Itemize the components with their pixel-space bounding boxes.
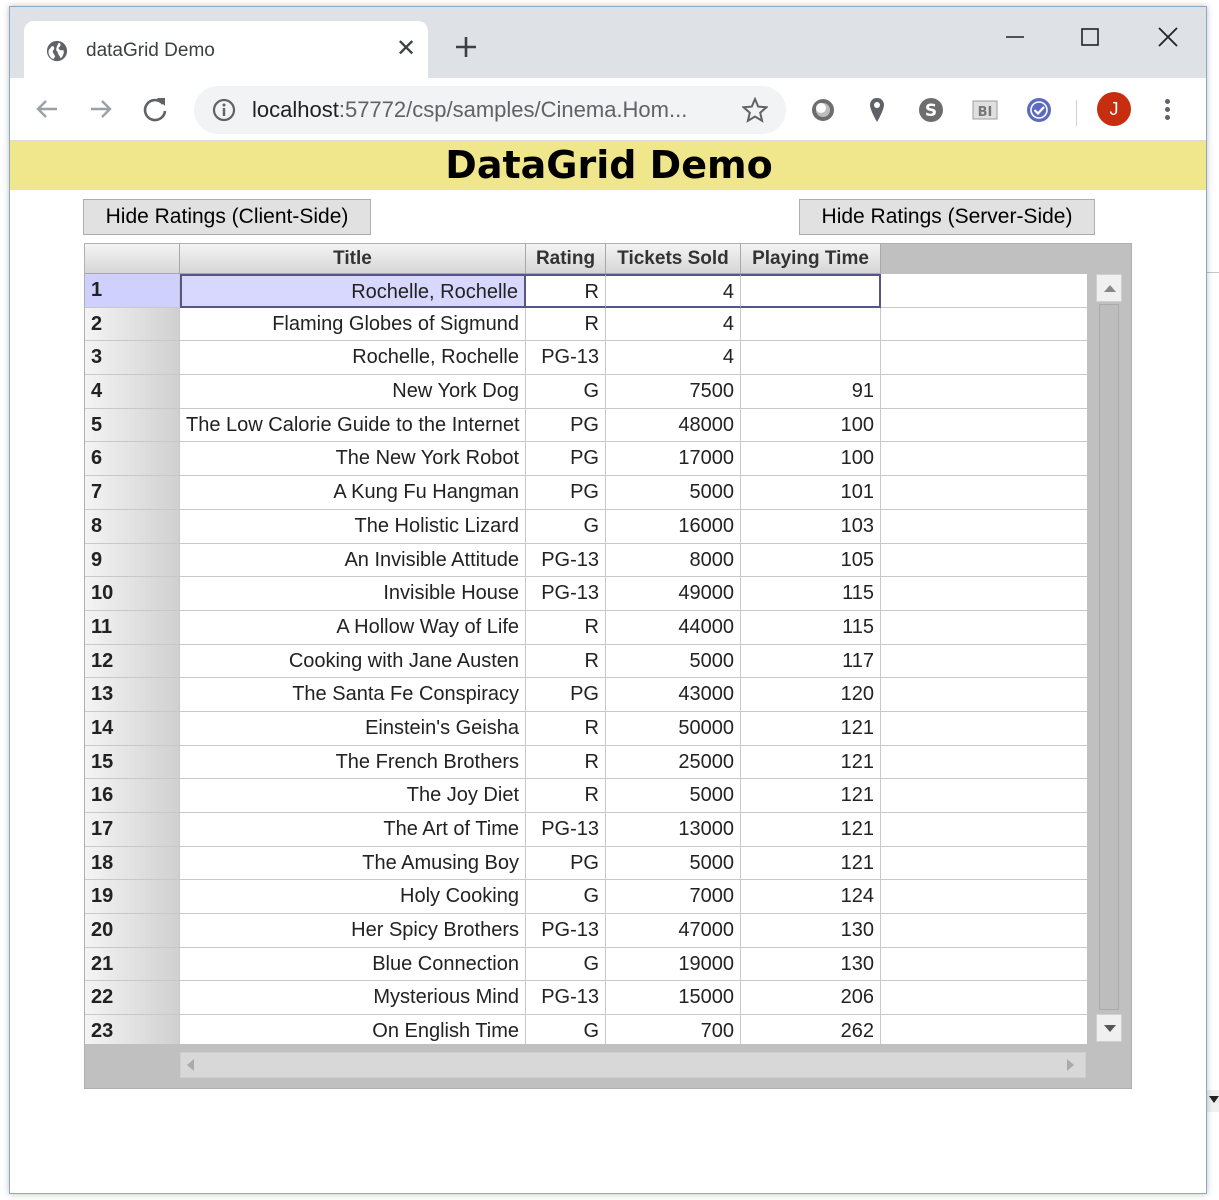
tab-close-icon[interactable]: ✕ [396,35,417,62]
title-cell[interactable]: Blue Connection [180,948,526,982]
row-number-cell[interactable]: 15 [85,746,180,780]
row-number-cell[interactable]: 21 [85,948,180,982]
rating-cell[interactable]: R [526,746,606,780]
row-number-cell[interactable]: 14 [85,712,180,746]
table-row[interactable] [85,308,1087,342]
playing-time-cell[interactable]: 100 [741,409,881,443]
title-cell[interactable]: The Amusing Boy [180,847,526,881]
grid-empty-area [881,948,1087,982]
title-cell[interactable]: Holy Cooking [180,880,526,914]
tickets-sold-cell[interactable]: 13000 [606,813,741,847]
minimize-icon[interactable] [995,19,1035,55]
tab-title: dataGrid Demo [86,40,215,61]
scroll-thumb[interactable] [1099,304,1119,1010]
table-row[interactable] [85,409,1087,443]
row-number-cell[interactable]: 3 [85,341,180,375]
title-cell[interactable]: The Holistic Lizard [180,510,526,544]
column-header-rating[interactable]: Rating [526,244,606,274]
background-divider [1206,272,1219,273]
new-tab-plus-icon[interactable] [452,33,480,61]
grid-empty-area [881,645,1087,679]
scroll-down-arrow-icon[interactable] [1096,1014,1122,1042]
playing-time-cell[interactable]: 206 [741,981,881,1015]
row-number-cell[interactable]: 20 [85,914,180,948]
grid-empty-area [881,341,1087,375]
table-row[interactable] [85,645,1087,679]
tickets-sold-cell[interactable]: 43000 [606,678,741,712]
rating-cell[interactable]: R [526,712,606,746]
table-row[interactable] [85,1015,1087,1044]
scroll-left-arrow-icon[interactable] [187,1059,194,1071]
title-cell[interactable]: A Hollow Way of Life [180,611,526,645]
playing-time-cell[interactable]: 100 [741,442,881,476]
rating-cell[interactable]: G [526,948,606,982]
data-grid [84,243,1132,1089]
reload-icon[interactable] [140,94,170,124]
playing-time-cell[interactable]: 101 [741,476,881,510]
title-cell[interactable]: Einstein's Geisha [180,712,526,746]
rating-cell[interactable]: PG [526,847,606,881]
row-number-cell[interactable]: 9 [85,544,180,578]
title-cell[interactable]: The Low Calorie Guide to the Internet [180,409,526,443]
hide-ratings-client-button[interactable]: Hide Ratings (Client-Side) [83,199,371,235]
rating-cell[interactable]: R [526,779,606,813]
table-row[interactable] [85,847,1087,881]
playing-time-cell[interactable]: 130 [741,914,881,948]
table-row[interactable] [85,746,1087,780]
row-number-cell[interactable]: 18 [85,847,180,881]
svg-text:BI: BI [977,105,993,120]
tickets-sold-cell[interactable]: 25000 [606,746,741,780]
playing-time-cell[interactable]: 115 [741,577,881,611]
table-row[interactable] [85,712,1087,746]
row-number-cell[interactable]: 2 [85,308,180,342]
rating-cell[interactable]: PG [526,442,606,476]
url-text [252,97,687,123]
grid-empty-area [881,510,1087,544]
tickets-sold-cell[interactable]: 44000 [606,611,741,645]
grid-empty-area [881,678,1087,712]
tickets-sold-cell[interactable]: 4 [606,274,741,308]
scroll-up-arrow-icon[interactable] [1096,274,1122,302]
row-number-cell[interactable]: 13 [85,678,180,712]
grid-header-row [85,244,881,274]
playing-time-cell[interactable]: 121 [741,779,881,813]
url-path: :57772/csp/samples/Cinema.Hom... [338,97,688,122]
bi-extension-icon[interactable] [970,95,1000,125]
rating-cell[interactable]: G [526,880,606,914]
title-cell[interactable]: Flaming Globes of Sigmund [180,308,526,342]
url-host: localhost [252,97,339,122]
table-row[interactable] [85,510,1087,544]
profile-avatar[interactable]: J [1097,92,1131,126]
table-row[interactable] [85,880,1087,914]
back-arrow-icon[interactable] [32,94,62,124]
title-cell[interactable]: The French Brothers [180,746,526,780]
row-number-cell[interactable]: 10 [85,577,180,611]
title-cell[interactable]: The New York Robot [180,442,526,476]
grid-empty-area [881,981,1087,1015]
scroll-right-arrow-icon[interactable] [1067,1059,1074,1071]
hide-ratings-server-button[interactable]: Hide Ratings (Server-Side) [799,199,1095,235]
title-cell[interactable]: The Joy Diet [180,779,526,813]
playing-time-cell[interactable]: 103 [741,510,881,544]
table-row[interactable] [85,914,1087,948]
tickets-sold-cell[interactable]: 5000 [606,476,741,510]
forward-arrow-icon[interactable] [86,94,116,124]
rating-cell[interactable]: R [526,611,606,645]
grid-empty-area [881,409,1087,443]
playing-time-cell[interactable]: 91 [741,375,881,409]
row-number-cell[interactable]: 5 [85,409,180,443]
browser-window [9,6,1207,1194]
address-bar[interactable] [194,86,786,134]
rating-cell[interactable]: R [526,274,606,308]
tickets-sold-cell[interactable]: 4 [606,341,741,375]
playing-time-cell[interactable]: 120 [741,678,881,712]
rating-cell[interactable]: G [526,1015,606,1044]
tickets-sold-cell[interactable]: 19000 [606,948,741,982]
tickets-sold-cell[interactable]: 5000 [606,779,741,813]
tickets-sold-cell[interactable]: 4 [606,308,741,342]
title-cell[interactable]: On English Time [180,1015,526,1044]
table-row[interactable] [85,544,1087,578]
title-cell[interactable]: The Santa Fe Conspiracy [180,678,526,712]
title-cell[interactable]: A Kung Fu Hangman [180,476,526,510]
map-pin-icon[interactable] [862,95,892,125]
circle-extension-icon[interactable] [808,95,838,125]
playing-time-cell[interactable]: 115 [741,611,881,645]
browser-tab[interactable] [24,21,428,79]
grid-empty-area [881,476,1087,510]
playing-time-cell[interactable] [741,341,881,375]
rating-cell[interactable]: PG-13 [526,813,606,847]
title-cell[interactable]: New York Dog [180,375,526,409]
background-scroll-arrow-icon [1209,1096,1219,1103]
row-number-cell[interactable]: 8 [85,510,180,544]
row-number-cell[interactable]: 16 [85,779,180,813]
rating-cell[interactable]: PG [526,409,606,443]
grid-empty-area [881,779,1087,813]
grid-empty-area [881,611,1087,645]
table-row[interactable] [85,813,1087,847]
column-header-playing-time[interactable]: Playing Time [741,244,881,274]
rating-cell[interactable]: G [526,375,606,409]
playing-time-cell[interactable] [741,308,881,342]
tickets-sold-cell[interactable]: 47000 [606,914,741,948]
grid-empty-area [881,577,1087,611]
row-number-cell[interactable]: 1 [85,274,180,308]
title-cell[interactable]: The Art of Time [180,813,526,847]
header-corner [85,244,180,274]
rating-cell[interactable]: PG-13 [526,914,606,948]
row-number-cell[interactable]: 22 [85,981,180,1015]
table-row[interactable] [85,476,1087,510]
grid-empty-area [881,375,1087,409]
tickets-sold-cell[interactable]: 8000 [606,544,741,578]
title-cell[interactable]: Rochelle, Rochelle [180,274,526,308]
toolbar-separator [1076,100,1077,126]
title-cell[interactable]: Rochelle, Rochelle [180,341,526,375]
tickets-sold-cell[interactable]: 700 [606,1015,741,1044]
row-number-cell[interactable]: 23 [85,1015,180,1044]
row-number-cell[interactable]: 19 [85,880,180,914]
row-number-cell[interactable]: 17 [85,813,180,847]
vertical-scrollbar[interactable] [1096,274,1122,1044]
title-cell[interactable]: Cooking with Jane Austen [180,645,526,679]
table-row[interactable] [85,577,1087,611]
title-cell[interactable]: Mysterious Mind [180,981,526,1015]
playing-time-cell[interactable]: 121 [741,712,881,746]
horizontal-scrollbar[interactable] [180,1052,1086,1078]
row-number-cell[interactable]: 11 [85,611,180,645]
tickets-sold-cell[interactable]: 5000 [606,645,741,679]
rating-cell[interactable]: PG-13 [526,981,606,1015]
row-number-cell[interactable]: 6 [85,442,180,476]
table-row[interactable] [85,442,1087,476]
grid-empty-area [881,544,1087,578]
grid-empty-area [881,442,1087,476]
grid-empty-area [881,847,1087,881]
table-row[interactable] [85,948,1087,982]
row-number-cell[interactable]: 12 [85,645,180,679]
tickets-sold-cell[interactable]: 17000 [606,442,741,476]
rating-cell[interactable]: PG [526,476,606,510]
grid-empty-area [881,813,1087,847]
grid-empty-area [881,274,1087,308]
table-row[interactable] [85,341,1087,375]
playing-time-cell[interactable] [741,274,881,308]
rating-cell[interactable]: PG-13 [526,341,606,375]
check-badge-icon[interactable] [1024,95,1054,125]
tickets-sold-cell[interactable]: 5000 [606,847,741,881]
rating-cell[interactable]: R [526,308,606,342]
window-close-icon[interactable] [1148,19,1188,55]
rating-cell[interactable]: PG [526,678,606,712]
page-header [10,141,1207,190]
page-title: DataGrid Demo [445,143,773,187]
column-header-title[interactable]: Title [180,244,526,274]
tickets-sold-cell[interactable]: 7000 [606,880,741,914]
maximize-icon[interactable] [1070,19,1110,55]
star-icon[interactable] [742,97,768,123]
grid-empty-area [881,880,1087,914]
tickets-sold-cell[interactable]: 49000 [606,577,741,611]
playing-time-cell[interactable]: 121 [741,813,881,847]
grid-empty-area [881,308,1087,342]
rating-cell[interactable]: PG-13 [526,577,606,611]
playing-time-cell[interactable]: 121 [741,847,881,881]
rating-cell[interactable]: PG-13 [526,544,606,578]
svg-text:S: S [924,101,938,121]
column-header-tickets-sold[interactable]: Tickets Sold [606,244,741,274]
title-cell[interactable]: An Invisible Attitude [180,544,526,578]
table-row[interactable] [85,779,1087,813]
tickets-sold-cell[interactable]: 16000 [606,510,741,544]
table-row[interactable] [85,981,1087,1015]
grid-empty-area [881,712,1087,746]
playing-time-cell[interactable]: 130 [741,948,881,982]
grid-empty-area [881,1015,1087,1044]
globe-icon [46,40,68,62]
playing-time-cell[interactable]: 105 [741,544,881,578]
table-row[interactable] [85,375,1087,409]
kebab-menu-icon[interactable] [1160,96,1174,124]
tab-strip [10,7,1207,78]
row-number-cell[interactable]: 7 [85,476,180,510]
grid-empty-area [881,914,1087,948]
info-icon[interactable] [212,98,236,122]
rating-cell[interactable]: R [526,645,606,679]
playing-time-cell[interactable]: 124 [741,880,881,914]
background-right-strip [1206,0,1219,1200]
table-row[interactable] [85,678,1087,712]
page-content [10,141,1207,1194]
playing-time-cell[interactable]: 262 [741,1015,881,1044]
title-cell[interactable]: Invisible House [180,577,526,611]
playing-time-cell[interactable]: 117 [741,645,881,679]
playing-time-cell[interactable]: 121 [741,746,881,780]
rating-cell[interactable]: G [526,510,606,544]
table-row[interactable] [85,274,1087,308]
grid-empty-area [881,746,1087,780]
row-number-cell[interactable]: 4 [85,375,180,409]
tickets-sold-cell[interactable]: 48000 [606,409,741,443]
table-row[interactable] [85,611,1087,645]
skype-icon[interactable] [916,95,946,125]
browser-toolbar [10,78,1207,141]
grid-body [85,274,1087,1044]
tickets-sold-cell[interactable]: 15000 [606,981,741,1015]
title-cell[interactable]: Her Spicy Brothers [180,914,526,948]
tickets-sold-cell[interactable]: 7500 [606,375,741,409]
tickets-sold-cell[interactable]: 50000 [606,712,741,746]
